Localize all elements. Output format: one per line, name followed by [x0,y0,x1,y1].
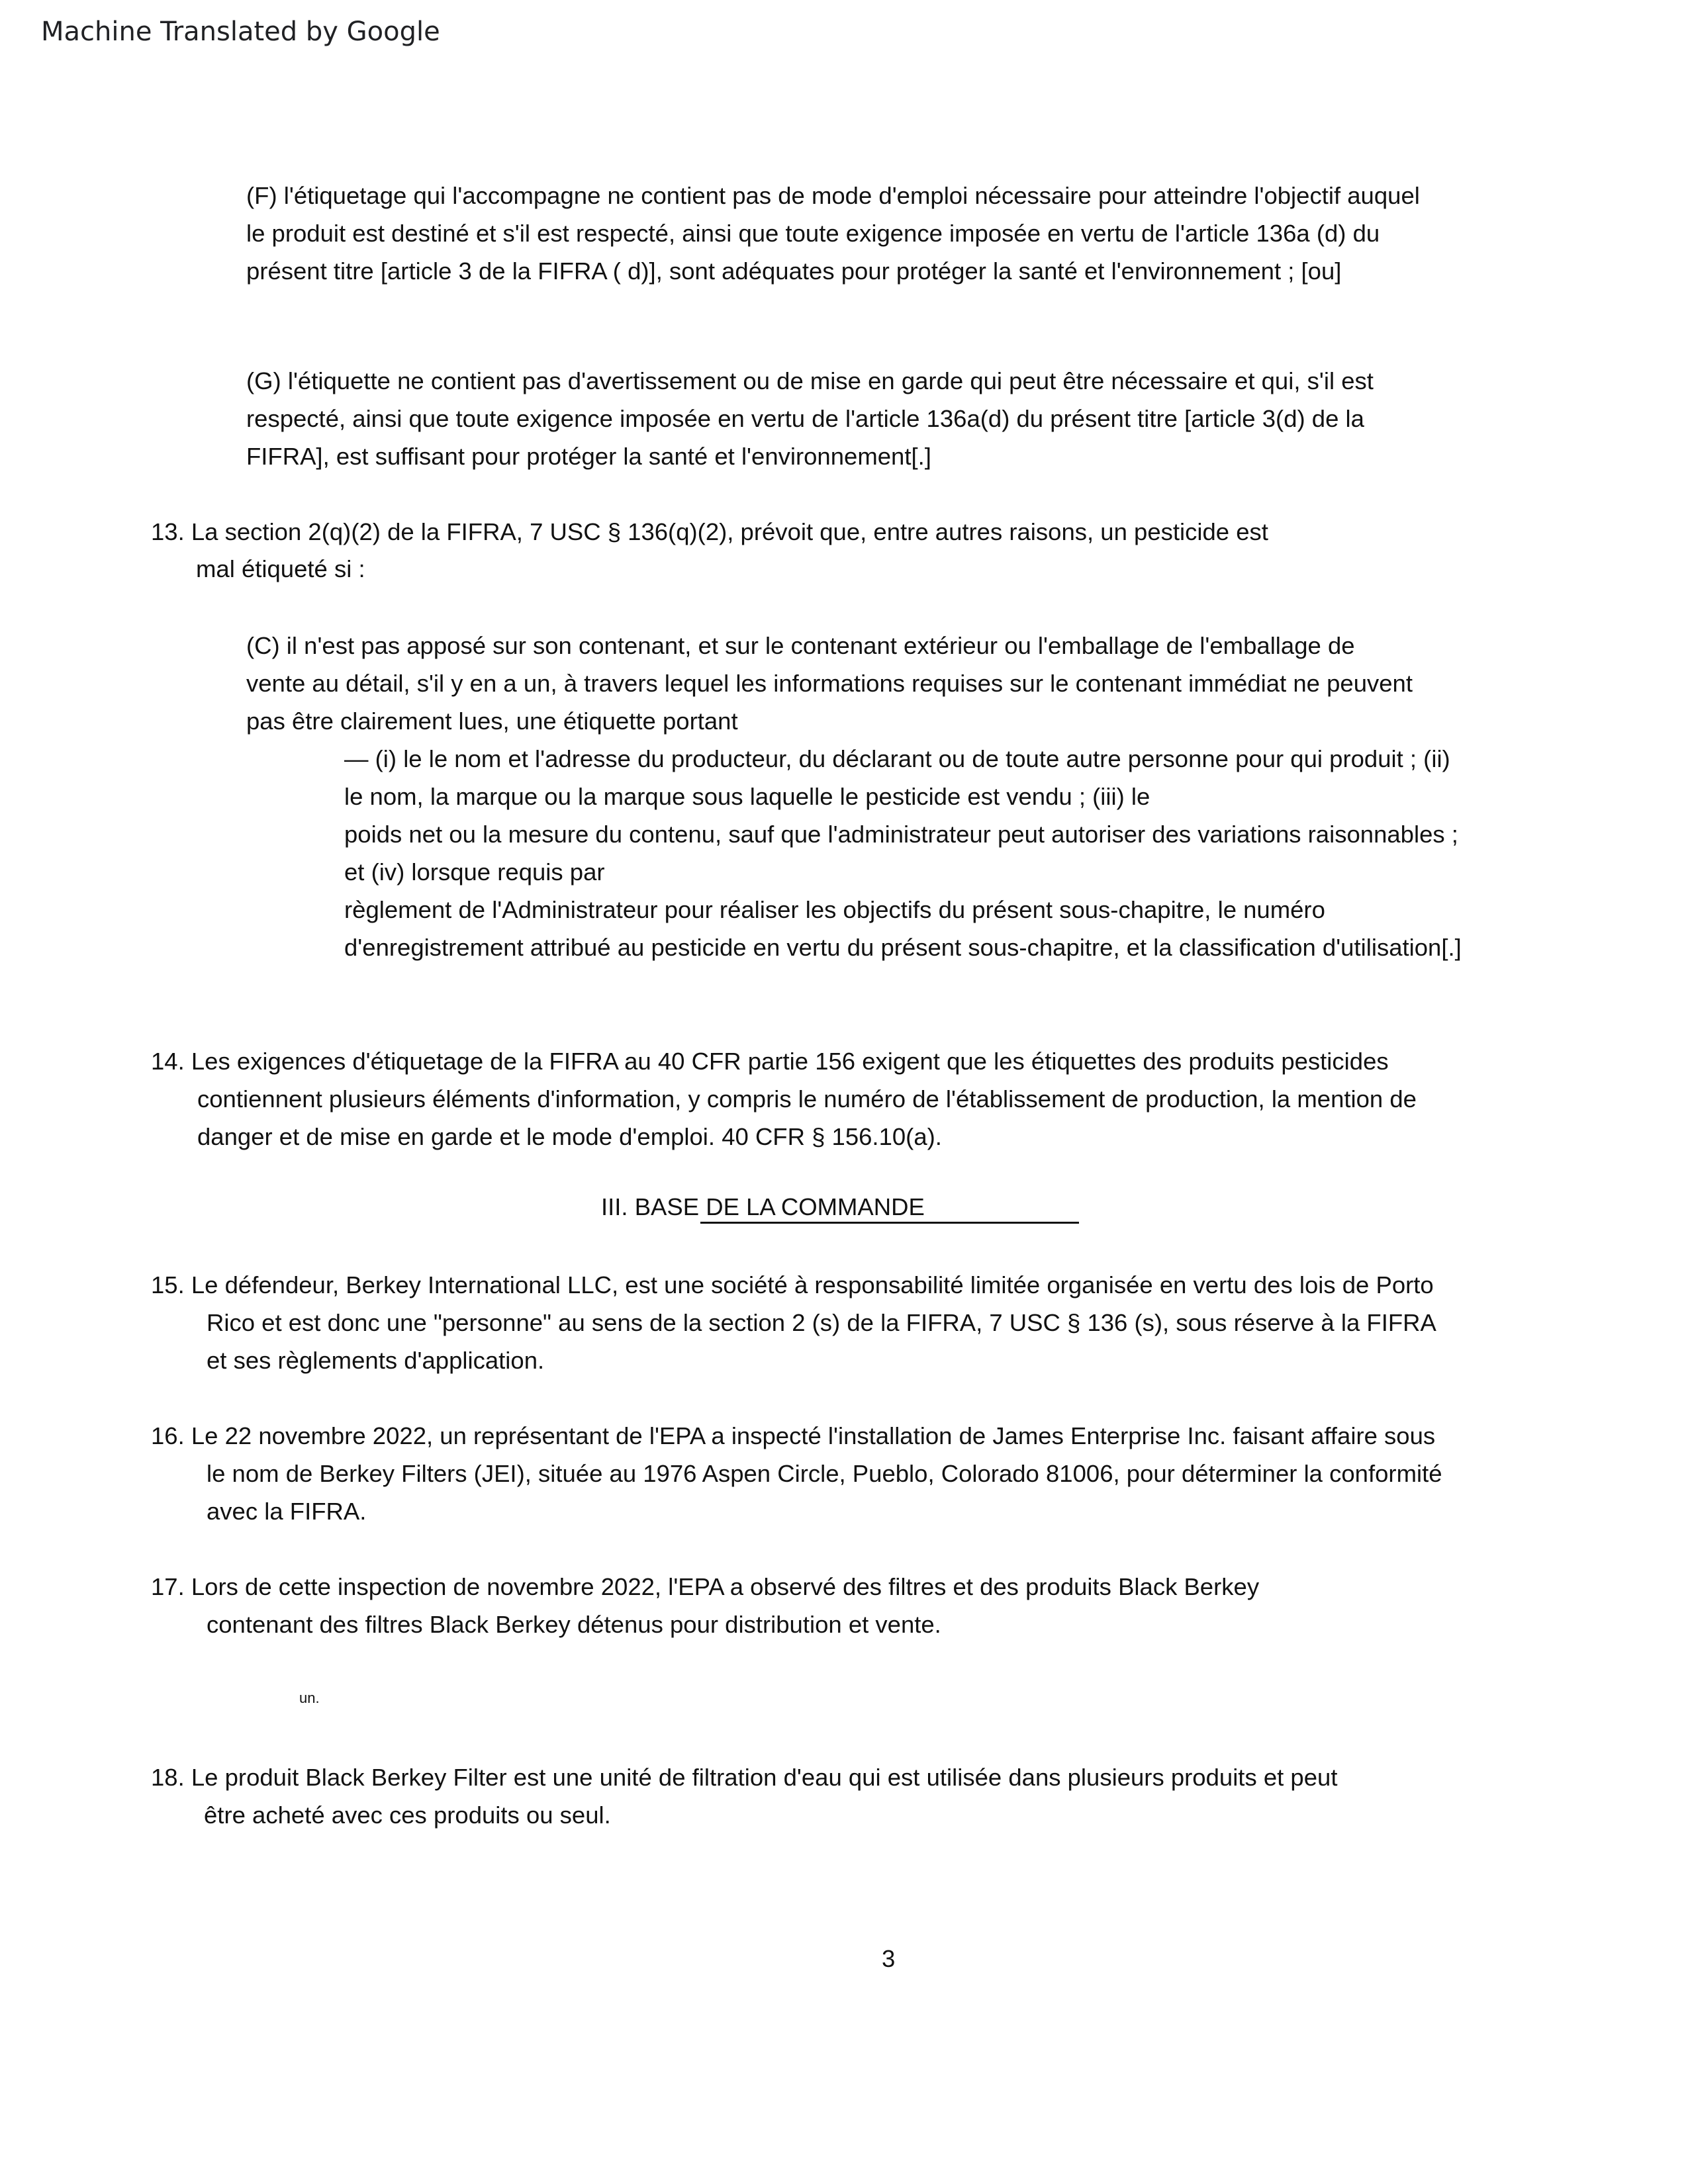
para-15-line-1: 15. Le défendeur, Berkey International LLC, est une société à responsabilité limitée organisée en vertu des lois de Porto [151,1271,1434,1298]
para-c-sub-line-3: poids net ou la mesure du contenu, sauf que l'administrateur peut autoriser des variations raisonnables ; [344,821,1458,848]
para-g-line-3: FIFRA], est suffisant pour protéger la santé et l'environnement[.] [246,443,931,470]
footnote-marker: un. [299,1690,320,1706]
para-c-sub-line-6: d'enregistrement attribué au pesticide en vertu du présent sous-chapitre, et la classification d'utilisation[.] [344,934,1462,961]
para-16-line-2: le nom de Berkey Filters (JEI), située au 1976 Aspen Circle, Pueblo, Colorado 81006, pour déterminer la conformité [207,1460,1442,1487]
para-c-line-3: pas être clairement lues, une étiquette portant [246,707,738,735]
para-15-line-3: et ses règlements d'application. [207,1347,545,1374]
para-g-line-2: respecté, ainsi que toute exigence imposée en vertu de l'article 136a(d) du présent titre [article 3(d) de la [246,405,1364,432]
para-c-sub-line-2: le nom, la marque ou la marque sous laquelle le pesticide est vendu ; (iii) le [344,783,1150,810]
section-heading-underline [700,1222,1079,1224]
para-13-line-1: 13. La section 2(q)(2) de la FIFRA, 7 USC § 136(q)(2), prévoit que, entre autres raisons, un pesticide est [151,518,1268,545]
section-heading: III. BASE DE LA COMMANDE [601,1193,925,1220]
para-f-line-2: le produit est destiné et s'il est respecté, ainsi que toute exigence imposée en vertu de l'article 136a (d) du [246,220,1380,247]
para-17-line-2: contenant des filtres Black Berkey détenus pour distribution et vente. [207,1611,941,1638]
para-16-line-1: 16. Le 22 novembre 2022, un représentant de l'EPA a inspecté l'installation de James Enterprise Inc. faisant affaire sous [151,1422,1436,1449]
para-c-sub-line-5: règlement de l'Administrateur pour réaliser les objectifs du présent sous-chapitre, le numéro [344,896,1325,923]
para-14-line-2: contiennent plusieurs éléments d'information, y compris le numéro de l'établissement de production, la mention de [197,1085,1417,1113]
para-f-line-1: (F) l'étiquetage qui l'accompagne ne contient pas de mode d'emploi nécessaire pour atteindre l'objectif auquel [246,182,1420,209]
page-number: 3 [882,1945,896,1972]
para-c-line-2: vente au détail, s'il y en a un, à travers lequel les informations requises sur le contenant immédiat ne peuvent [246,670,1413,697]
para-g-line-1: (G) l'étiquette ne contient pas d'avertissement ou de mise en garde qui peut être nécessaire et qui, s'il est [246,367,1374,394]
para-14-line-1: 14. Les exigences d'étiquetage de la FIFRA au 40 CFR partie 156 exigent que les étiquettes des produits pesticides [151,1048,1389,1075]
para-f-line-3: présent titre [article 3 de la FIFRA ( d)], sont adéquates pour protéger la santé et l'environnement ; [ou] [246,257,1342,285]
para-14-line-3: danger et de mise en garde et le mode d'emploi. 40 CFR § 156.10(a). [197,1123,942,1150]
para-15-line-2: Rico et est donc une "personne" au sens de la section 2 (s) de la FIFRA, 7 USC § 136 (s), sous réserve à la FIFRA [207,1309,1436,1336]
para-c-line-1: (C) il n'est pas apposé sur son contenant, et sur le contenant extérieur ou l'emballage de l'emballage de [246,632,1355,659]
para-17-line-1: 17. Lors de cette inspection de novembre 2022, l'EPA a observé des filtres et des produits Black Berkey [151,1573,1260,1600]
para-c-sub-line-1: — (i) le le nom et l'adresse du producteur, du déclarant ou de toute autre personne pour qui produit ; (ii) [344,745,1450,772]
machine-translation-banner: Machine Translated by Google [41,17,440,47]
para-c-sub-line-4: et (iv) lorsque requis par [344,858,605,886]
para-18-line-2: être acheté avec ces produits ou seul. [204,1801,611,1829]
para-18-line-1: 18. Le produit Black Berkey Filter est une unité de filtration d'eau qui est utilisée dans plusieurs produits et peut [151,1764,1338,1791]
para-16-line-3: avec la FIFRA. [207,1498,367,1525]
para-13-line-2: mal étiqueté si : [196,555,365,582]
